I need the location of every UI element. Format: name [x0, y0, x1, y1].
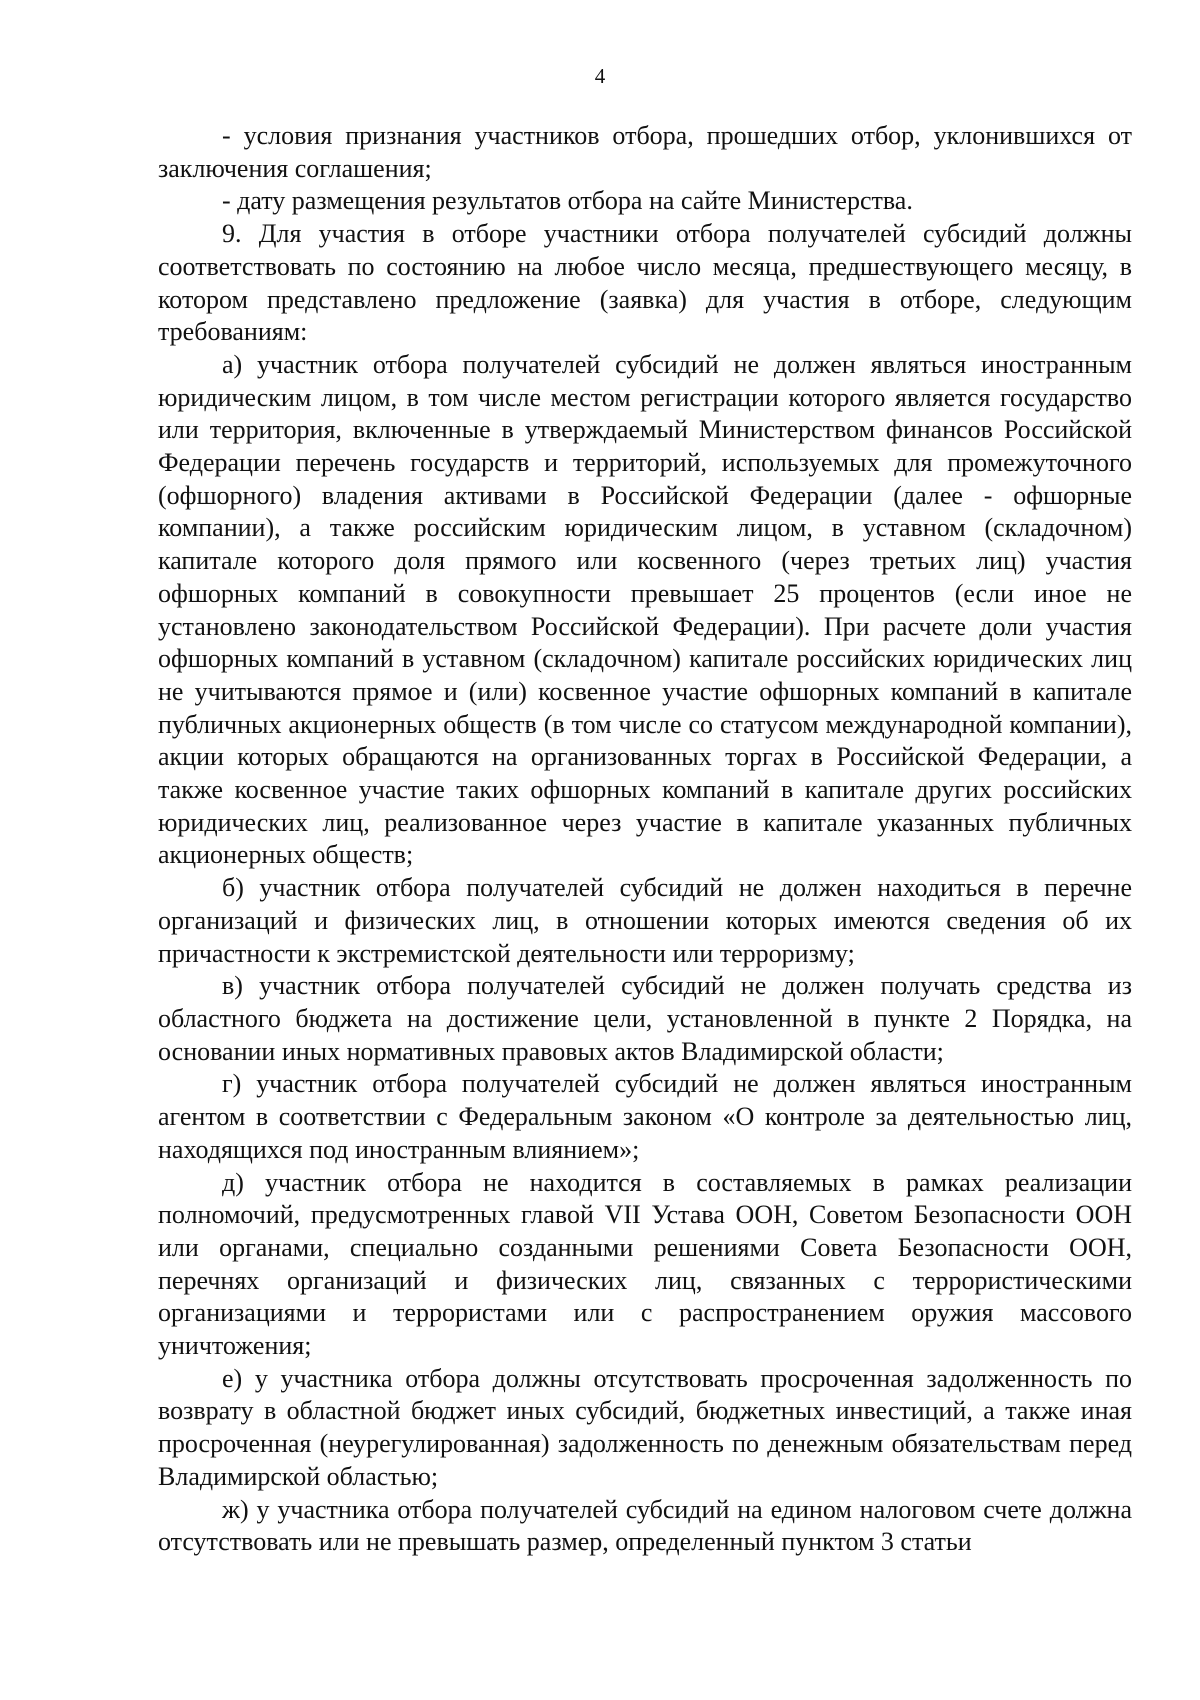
paragraph-g-foreign-agent: г) участник отбора получателей субсидий не должен являться иностранным агентом в соответствии с Федеральным законом «О контроле за деятельностью лиц, находящихся под иностранным влиянием»;: [158, 1069, 1132, 1164]
paragraph-9-requirements: 9. Для участия в отборе участники отбора получателей субсидий должны соответствовать по состоянию на любое число месяца, предшествующего месяцу, в котором представлено предложение (заявка) для участия в отборе, следующим требованиям:: [158, 219, 1132, 347]
paragraph-conditions: - условия признания участников отбора, прошедших отбор, уклонившихся от заключения соглашения;: [158, 121, 1132, 183]
page-number: 4: [594, 64, 606, 88]
document-body: [158, 120, 1132, 1559]
paragraph-zh-tax-account: ж) у участника отбора получателей субсидий на едином налоговом счете должна отсутствовать или не превышать размер, определенный пунктом 3 статьи: [158, 1494, 1132, 1557]
paragraph-b-extremism: б) участник отбора получателей субсидий не должен находиться в перечне организаций и физических лиц, в отношении которых имеются сведения об их причастности к экстремистской деятельности или терроризму;: [158, 873, 1132, 968]
paragraph-a-offshore: а) участник отбора получателей субсидий не должен являться иностранным юридическим лицом, в том числе местом регистрации которого является государство или территория, включенные в утверждаемый Министерством финансов Российской Федерации перечень государств и территорий, используемых для промежуточного (офшорного) владения активами в Российской Федерации (далее - офшорные компании), а также российским юридическим лицом, в уставном (складочном) капитале которого доля прямого или косвенного (через третьих лиц) участия офшорных компаний в совокупности превышает 25 процентов (если иное не установлено законодательством Российской Федерации). При расчете доли участия офшорных компаний в уставном (складочном) капитале российских юридических лиц не учитываются прямое и (или) косвенное участие офшорных компаний в капитале публичных акционерных обществ (в том числе со статусом международной компании), акции которых обращаются на организованных торгах в Российской Федерации, а также косвенное участие таких офшорных компаний в капитале других российских юридических лиц, реализованное через участие в капитале указанных публичных акционерных обществ;: [158, 349, 1132, 870]
paragraph-v-budget: в) участник отбора получателей субсидий не должен получать средства из областного бюджета на достижение цели, установленной в пункте 2 Порядка, на основании иных нормативных правовых актов Владимирской области;: [158, 971, 1132, 1066]
paragraph-e-debt: е) у участника отбора должны отсутствовать просроченная задолженность по возврату в областной бюджет иных субсидий, бюджетных инвестиций, а также иная просроченная (неурегулированная) задолженность по денежным обязательствам перед Владимирской областью;: [158, 1363, 1132, 1491]
paragraph-results-date: - дату размещения результатов отбора на сайте Министерства.: [222, 186, 913, 216]
paragraph-d-un-lists: д) участник отбора не находится в составляемых в рамках реализации полномочий, предусмотренных главой VII Устава ООН, Советом Безопасности ООН или органами, специально созданными решениями Совета Безопасности ООН, перечнях организаций и физических лиц, связанных с террористическими организациями и террористами или с распространением оружия массового уничтожения;: [158, 1167, 1132, 1361]
